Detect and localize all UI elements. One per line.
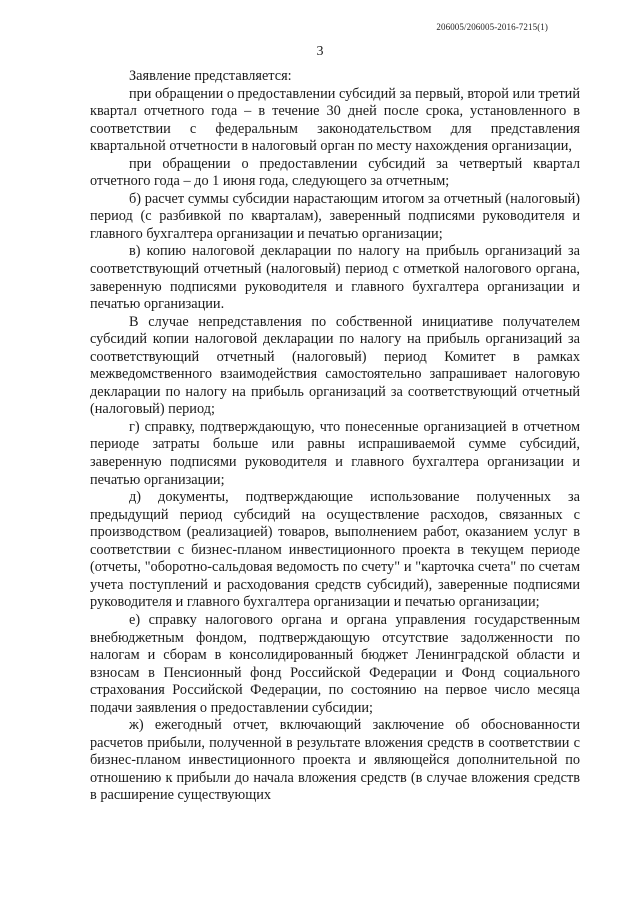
document-id: 206005/206005-2016-7215(1) (436, 22, 548, 32)
paragraph-item-e: е) справку налогового органа и органа управления государственным внебюджетным фондом, подтверждающую отсутствие задолженности по налогам и сборам в консолидированный бюджет Ленинградской области и взносам в Пенсионный фонд Российской Федерации и Фонд социального страхования Российской Федерации, по состоянию на первое число месяца подачи заявления о предоставлении субсидии; (90, 611, 580, 716)
paragraph-item-g: г) справку, подтверждающую, что понесенные организацией в отчетном периоде затраты больше или равны испрашиваемой сумме субсидий, заверенную подписями руководителя и главного бухгалтера организации и печатью организации; (90, 418, 580, 488)
paragraph-item-zh: ж) ежегодный отчет, включающий заключение об обоснованности расчетов прибыли, полученной в результате вложения средств в соответствии с бизнес-планом инвестиционного проекта и являющейся дополнительной по отношению к прибыли до начала вложения средств (в случае вложения средств в расширение существующих (90, 717, 580, 804)
paragraph: при обращении о предоставлении субсидий за первый, второй или третий квартал отчетного года – в течение 30 дней после срока, установленного в соответствии с федеральным законодательством для представления квартальной отчетности в налоговый орган по месту нахождения организации, (90, 85, 580, 155)
document-body (90, 68, 580, 805)
paragraph-item-d: д) документы, подтверждающие использование полученных за предыдущий период субсидий на осуществление расходов, связанных с производством (реализацией) товаров, выполнением работ, оказанием услуг в соответствии с бизнес-планом инвестиционного проекта в текущем периоде (отчеты, "оборотно-сальдовая ведомость по счету" и "карточка счета" по счетам учета поступлений и расходования средств субсидий), заверенные подписями руководителя и главного бухгалтера организации и печатью организации; (90, 489, 580, 611)
paragraph-intro: Заявление представляется: (129, 68, 292, 84)
page-number: 3 (316, 44, 324, 59)
paragraph-item-b: б) расчет суммы субсидии нарастающим итогом за отчетный (налоговый) период (с разбивкой по кварталам), заверенный подписями руководителя и главного бухгалтера организации и печатью организации; (90, 190, 580, 242)
paragraph: при обращении о предоставлении субсидий за четвертый квартал отчетного года – до 1 июня года, следующего за отчетным; (90, 155, 580, 190)
paragraph: В случае непредставления по собственной инициативе получателем субсидий копии налоговой декларации по налогу на прибыль организаций за соответствующий отчетный (налоговый) период Комитет в рамках межведомственного взаимодействия самостоятельно запрашивает налоговую декларации по налогу на прибыль организаций за соответствующий отчетный (налоговый) период; (90, 313, 580, 418)
paragraph-item-v: в) копию налоговой декларации по налогу на прибыль организаций за соответствующий отчетный (налоговый) период с отметкой налогового органа, заверенную подписями руководителя и главного бухгалтера организации и печатью организации. (90, 243, 580, 313)
